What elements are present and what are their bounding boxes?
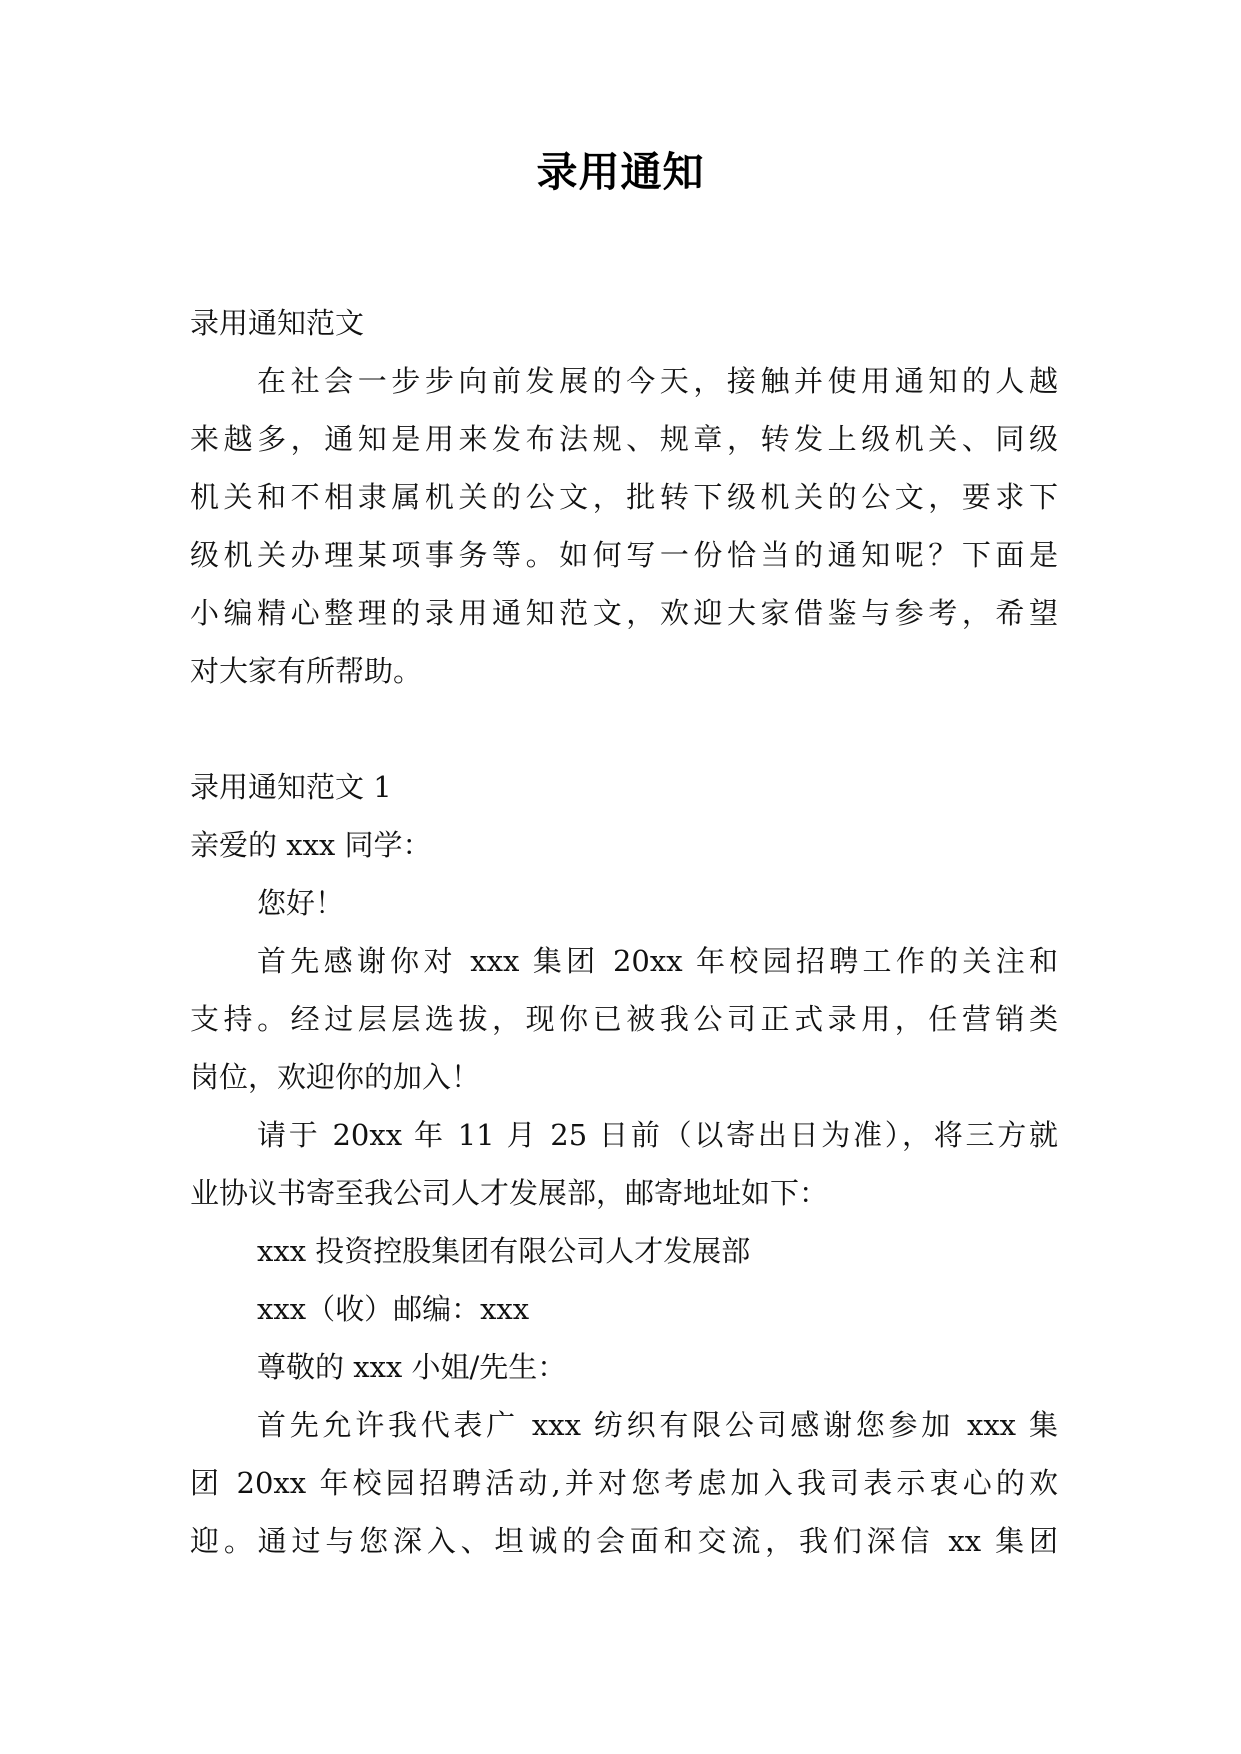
intro-line: 来越多，通知是用来发布法规、规章，转发上级机关、同级 <box>190 422 1058 456</box>
paragraph-line: 首先感谢你对 xxx 集团 20xx 年校园招聘工作的关注和 <box>257 944 1058 978</box>
paragraph-line: 请于 20xx 年 11 月 25 日前（以寄出日为准），将三方就 <box>257 1118 1058 1152</box>
intro-line: 在社会一步步向前发展的今天，接触并使用通知的人越 <box>257 364 1058 398</box>
paragraph-line: 岗位，欢迎你的加入！ <box>190 1060 481 1094</box>
recipient-line: xxx（收）邮编：xxx <box>257 1292 530 1326</box>
intro-line: 级机关办理某项事务等。如何写一份恰当的通知呢？下面是 <box>190 538 1058 572</box>
paragraph-line: 首先允许我代表广 xxx 纺织有限公司感谢您参加 xxx 集 <box>257 1408 1058 1442</box>
section-heading: 录用通知范文 1 <box>190 770 392 804</box>
paragraph-gap <box>190 700 1058 758</box>
salutation-second: 尊敬的 xxx 小姐/先生： <box>257 1350 567 1384</box>
paragraph-line: 业协议书寄至我公司人才发展部，邮寄地址如下： <box>190 1176 829 1210</box>
greeting: 您好！ <box>257 886 345 920</box>
intro-line: 对大家有所帮助。 <box>190 654 423 688</box>
intro-line: 机关和不相隶属机关的公文，批转下级机关的公文，要求下 <box>190 480 1058 514</box>
document-title: 录用通知 <box>536 148 705 196</box>
subtitle: 录用通知范文 <box>190 306 365 340</box>
paragraph-line: 迎。通过与您深入、坦诚的会面和交流，我们深信 xx 集团 <box>190 1524 1058 1558</box>
paragraph-line: 团 20xx 年校园招聘活动,并对您考虑加入我司表示衷心的欢 <box>190 1466 1058 1500</box>
document-body <box>190 294 1058 1570</box>
address-line: xxx 投资控股集团有限公司人才发展部 <box>257 1234 751 1268</box>
intro-line: 小编精心整理的录用通知范文，欢迎大家借鉴与参考，希望 <box>190 596 1058 630</box>
paragraph-line: 支持。经过层层选拔，现你已被我公司正式录用，任营销类 <box>190 1002 1058 1036</box>
salutation: 亲爱的 xxx 同学： <box>190 828 432 862</box>
